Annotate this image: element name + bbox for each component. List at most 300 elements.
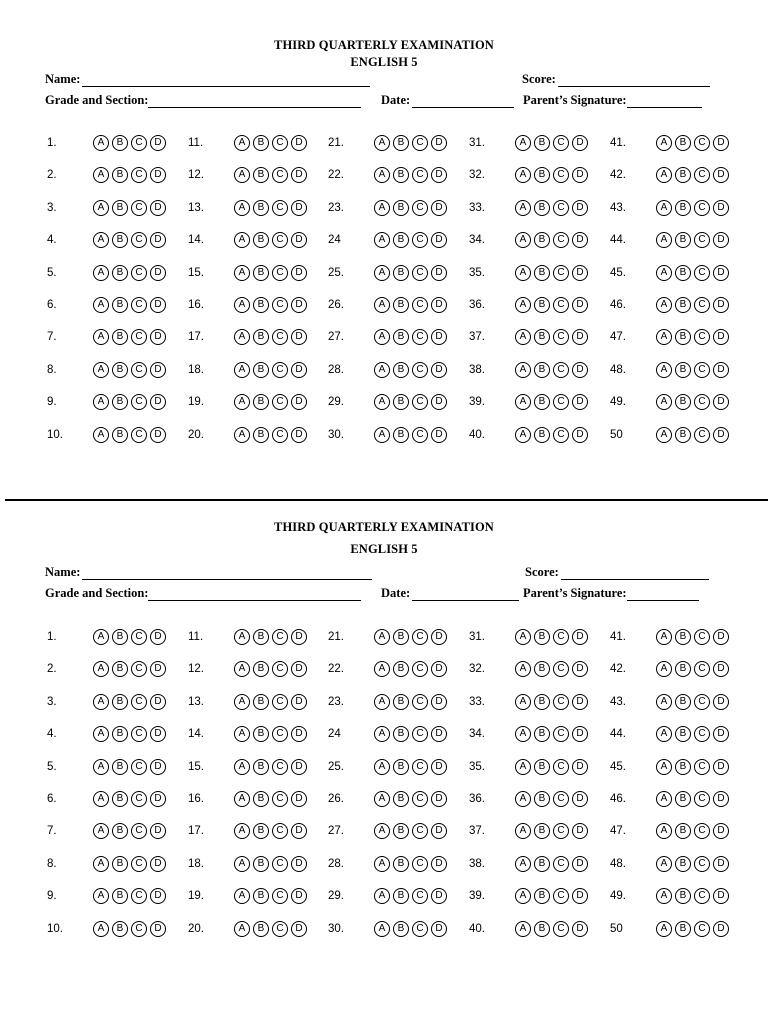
- answer-bubble-b[interactable]: B: [393, 200, 409, 216]
- name-field[interactable]: [45, 565, 372, 580]
- answer-bubble-d[interactable]: D: [572, 856, 588, 872]
- answer-bubble-a[interactable]: A: [234, 888, 250, 904]
- answer-bubble-d[interactable]: D: [713, 265, 729, 281]
- answer-bubble-a[interactable]: A: [234, 856, 250, 872]
- answer-bubble-d[interactable]: D: [713, 823, 729, 839]
- answer-bubble-a[interactable]: A: [374, 694, 390, 710]
- answer-bubble-d[interactable]: D: [431, 265, 447, 281]
- answer-bubble-c[interactable]: C: [272, 856, 288, 872]
- answer-bubble-b[interactable]: B: [112, 759, 128, 775]
- answer-bubble-c[interactable]: C: [694, 329, 710, 345]
- answer-bubble-d[interactable]: D: [713, 200, 729, 216]
- answer-bubble-c[interactable]: C: [553, 297, 569, 313]
- answer-bubble-b[interactable]: B: [253, 297, 269, 313]
- answer-bubble-a[interactable]: A: [656, 329, 672, 345]
- answer-bubble-c[interactable]: C: [272, 427, 288, 443]
- answer-bubble-c[interactable]: C: [694, 232, 710, 248]
- answer-bubble-b[interactable]: B: [393, 629, 409, 645]
- answer-bubble-c[interactable]: C: [553, 888, 569, 904]
- answer-bubble-b[interactable]: B: [675, 856, 691, 872]
- answer-bubble-c[interactable]: C: [131, 329, 147, 345]
- answer-bubble-c[interactable]: C: [272, 329, 288, 345]
- answer-bubble-b[interactable]: B: [112, 823, 128, 839]
- answer-bubble-c[interactable]: C: [131, 135, 147, 151]
- answer-bubble-b[interactable]: B: [675, 661, 691, 677]
- answer-bubble-b[interactable]: B: [253, 856, 269, 872]
- answer-bubble-a[interactable]: A: [515, 232, 531, 248]
- answer-bubble-d[interactable]: D: [572, 921, 588, 937]
- answer-bubble-d[interactable]: D: [713, 856, 729, 872]
- answer-bubble-b[interactable]: B: [534, 791, 550, 807]
- answer-bubble-a[interactable]: A: [93, 265, 109, 281]
- answer-bubble-d[interactable]: D: [150, 921, 166, 937]
- answer-bubble-a[interactable]: A: [374, 297, 390, 313]
- answer-bubble-d[interactable]: D: [431, 823, 447, 839]
- answer-bubble-c[interactable]: C: [694, 888, 710, 904]
- answer-bubble-b[interactable]: B: [675, 427, 691, 443]
- answer-bubble-a[interactable]: A: [374, 394, 390, 410]
- answer-bubble-a[interactable]: A: [515, 856, 531, 872]
- answer-bubble-a[interactable]: A: [234, 759, 250, 775]
- answer-bubble-d[interactable]: D: [572, 823, 588, 839]
- answer-bubble-b[interactable]: B: [393, 888, 409, 904]
- answer-bubble-a[interactable]: A: [93, 200, 109, 216]
- answer-bubble-d[interactable]: D: [291, 726, 307, 742]
- answer-bubble-b[interactable]: B: [534, 297, 550, 313]
- answer-bubble-b[interactable]: B: [534, 394, 550, 410]
- answer-bubble-b[interactable]: B: [253, 694, 269, 710]
- answer-bubble-c[interactable]: C: [553, 135, 569, 151]
- answer-bubble-b[interactable]: B: [253, 629, 269, 645]
- answer-bubble-b[interactable]: B: [393, 759, 409, 775]
- answer-bubble-b[interactable]: B: [534, 694, 550, 710]
- answer-bubble-b[interactable]: B: [393, 265, 409, 281]
- answer-bubble-b[interactable]: B: [393, 232, 409, 248]
- answer-bubble-a[interactable]: A: [656, 167, 672, 183]
- answer-bubble-d[interactable]: D: [572, 694, 588, 710]
- answer-bubble-b[interactable]: B: [534, 888, 550, 904]
- answer-bubble-a[interactable]: A: [515, 629, 531, 645]
- answer-bubble-b[interactable]: B: [675, 694, 691, 710]
- answer-bubble-d[interactable]: D: [713, 394, 729, 410]
- answer-bubble-d[interactable]: D: [713, 726, 729, 742]
- answer-bubble-c[interactable]: C: [553, 167, 569, 183]
- answer-bubble-b[interactable]: B: [393, 726, 409, 742]
- answer-bubble-a[interactable]: A: [656, 921, 672, 937]
- answer-bubble-a[interactable]: A: [93, 888, 109, 904]
- answer-bubble-d[interactable]: D: [150, 427, 166, 443]
- answer-bubble-a[interactable]: A: [234, 726, 250, 742]
- answer-bubble-c[interactable]: C: [131, 759, 147, 775]
- answer-bubble-d[interactable]: D: [431, 726, 447, 742]
- answer-bubble-a[interactable]: A: [234, 135, 250, 151]
- answer-bubble-d[interactable]: D: [150, 823, 166, 839]
- answer-bubble-b[interactable]: B: [253, 823, 269, 839]
- answer-bubble-a[interactable]: A: [656, 265, 672, 281]
- answer-bubble-c[interactable]: C: [272, 759, 288, 775]
- answer-bubble-b[interactable]: B: [112, 329, 128, 345]
- answer-bubble-b[interactable]: B: [675, 232, 691, 248]
- answer-bubble-b[interactable]: B: [393, 297, 409, 313]
- answer-bubble-c[interactable]: C: [412, 329, 428, 345]
- answer-bubble-a[interactable]: A: [234, 167, 250, 183]
- answer-bubble-c[interactable]: C: [694, 362, 710, 378]
- answer-bubble-c[interactable]: C: [553, 232, 569, 248]
- answer-bubble-c[interactable]: C: [412, 921, 428, 937]
- answer-bubble-b[interactable]: B: [534, 167, 550, 183]
- parent-signature-field[interactable]: [523, 93, 702, 108]
- answer-bubble-c[interactable]: C: [553, 200, 569, 216]
- answer-bubble-d[interactable]: D: [431, 759, 447, 775]
- answer-bubble-b[interactable]: B: [112, 265, 128, 281]
- answer-bubble-d[interactable]: D: [431, 329, 447, 345]
- answer-bubble-c[interactable]: C: [412, 135, 428, 151]
- answer-bubble-a[interactable]: A: [234, 791, 250, 807]
- answer-bubble-a[interactable]: A: [234, 362, 250, 378]
- answer-bubble-b[interactable]: B: [393, 329, 409, 345]
- answer-bubble-d[interactable]: D: [431, 661, 447, 677]
- answer-bubble-c[interactable]: C: [131, 694, 147, 710]
- answer-bubble-a[interactable]: A: [515, 297, 531, 313]
- answer-bubble-d[interactable]: D: [291, 888, 307, 904]
- answer-bubble-a[interactable]: A: [515, 135, 531, 151]
- answer-bubble-a[interactable]: A: [93, 232, 109, 248]
- answer-bubble-c[interactable]: C: [553, 427, 569, 443]
- answer-bubble-a[interactable]: A: [656, 427, 672, 443]
- answer-bubble-c[interactable]: C: [131, 921, 147, 937]
- answer-bubble-d[interactable]: D: [150, 629, 166, 645]
- answer-bubble-b[interactable]: B: [534, 856, 550, 872]
- answer-bubble-d[interactable]: D: [291, 823, 307, 839]
- answer-bubble-d[interactable]: D: [713, 232, 729, 248]
- answer-bubble-a[interactable]: A: [656, 232, 672, 248]
- answer-bubble-b[interactable]: B: [112, 135, 128, 151]
- answer-bubble-d[interactable]: D: [150, 362, 166, 378]
- answer-bubble-d[interactable]: D: [150, 297, 166, 313]
- answer-bubble-b[interactable]: B: [675, 167, 691, 183]
- answer-bubble-c[interactable]: C: [131, 629, 147, 645]
- answer-bubble-b[interactable]: B: [675, 135, 691, 151]
- answer-bubble-a[interactable]: A: [656, 823, 672, 839]
- parent-signature-line[interactable]: [627, 588, 699, 601]
- answer-bubble-a[interactable]: A: [515, 661, 531, 677]
- answer-bubble-b[interactable]: B: [675, 888, 691, 904]
- answer-bubble-a[interactable]: A: [234, 629, 250, 645]
- answer-bubble-b[interactable]: B: [112, 921, 128, 937]
- answer-bubble-a[interactable]: A: [93, 167, 109, 183]
- answer-bubble-c[interactable]: C: [131, 823, 147, 839]
- answer-bubble-d[interactable]: D: [572, 726, 588, 742]
- answer-bubble-d[interactable]: D: [713, 791, 729, 807]
- answer-bubble-d[interactable]: D: [713, 694, 729, 710]
- name-line[interactable]: [82, 74, 370, 87]
- answer-bubble-c[interactable]: C: [553, 726, 569, 742]
- answer-bubble-d[interactable]: D: [150, 759, 166, 775]
- answer-bubble-a[interactable]: A: [656, 661, 672, 677]
- answer-bubble-b[interactable]: B: [253, 921, 269, 937]
- answer-bubble-b[interactable]: B: [675, 759, 691, 775]
- answer-bubble-a[interactable]: A: [93, 362, 109, 378]
- answer-bubble-c[interactable]: C: [694, 791, 710, 807]
- answer-bubble-d[interactable]: D: [150, 265, 166, 281]
- answer-bubble-a[interactable]: A: [374, 200, 390, 216]
- name-line[interactable]: [82, 567, 372, 580]
- answer-bubble-a[interactable]: A: [374, 232, 390, 248]
- answer-bubble-a[interactable]: A: [93, 921, 109, 937]
- answer-bubble-a[interactable]: A: [374, 362, 390, 378]
- answer-bubble-d[interactable]: D: [572, 329, 588, 345]
- answer-bubble-d[interactable]: D: [150, 888, 166, 904]
- answer-bubble-c[interactable]: C: [412, 167, 428, 183]
- answer-bubble-c[interactable]: C: [272, 200, 288, 216]
- answer-bubble-c[interactable]: C: [412, 726, 428, 742]
- answer-bubble-d[interactable]: D: [431, 856, 447, 872]
- answer-bubble-c[interactable]: C: [553, 856, 569, 872]
- answer-bubble-c[interactable]: C: [412, 265, 428, 281]
- date-field[interactable]: [381, 586, 519, 601]
- answer-bubble-d[interactable]: D: [713, 297, 729, 313]
- answer-bubble-a[interactable]: A: [515, 427, 531, 443]
- answer-bubble-a[interactable]: A: [374, 427, 390, 443]
- answer-bubble-b[interactable]: B: [534, 362, 550, 378]
- answer-bubble-a[interactable]: A: [656, 694, 672, 710]
- answer-bubble-a[interactable]: A: [656, 888, 672, 904]
- answer-bubble-a[interactable]: A: [656, 394, 672, 410]
- answer-bubble-c[interactable]: C: [131, 427, 147, 443]
- answer-bubble-c[interactable]: C: [412, 427, 428, 443]
- answer-bubble-c[interactable]: C: [694, 694, 710, 710]
- answer-bubble-a[interactable]: A: [93, 791, 109, 807]
- answer-bubble-b[interactable]: B: [112, 394, 128, 410]
- answer-bubble-a[interactable]: A: [93, 759, 109, 775]
- answer-bubble-c[interactable]: C: [272, 694, 288, 710]
- answer-bubble-d[interactable]: D: [150, 694, 166, 710]
- answer-bubble-b[interactable]: B: [253, 362, 269, 378]
- answer-bubble-d[interactable]: D: [291, 856, 307, 872]
- answer-bubble-d[interactable]: D: [291, 362, 307, 378]
- answer-bubble-c[interactable]: C: [553, 759, 569, 775]
- answer-bubble-d[interactable]: D: [291, 167, 307, 183]
- answer-bubble-d[interactable]: D: [713, 427, 729, 443]
- answer-bubble-c[interactable]: C: [694, 394, 710, 410]
- answer-bubble-d[interactable]: D: [431, 694, 447, 710]
- answer-bubble-c[interactable]: C: [412, 629, 428, 645]
- answer-bubble-c[interactable]: C: [412, 823, 428, 839]
- answer-bubble-a[interactable]: A: [234, 661, 250, 677]
- answer-bubble-b[interactable]: B: [253, 232, 269, 248]
- answer-bubble-b[interactable]: B: [534, 759, 550, 775]
- answer-bubble-c[interactable]: C: [272, 921, 288, 937]
- answer-bubble-b[interactable]: B: [112, 661, 128, 677]
- answer-bubble-a[interactable]: A: [656, 759, 672, 775]
- answer-bubble-a[interactable]: A: [374, 921, 390, 937]
- answer-bubble-b[interactable]: B: [253, 167, 269, 183]
- answer-bubble-a[interactable]: A: [374, 823, 390, 839]
- answer-bubble-d[interactable]: D: [431, 297, 447, 313]
- answer-bubble-a[interactable]: A: [234, 200, 250, 216]
- answer-bubble-a[interactable]: A: [515, 394, 531, 410]
- answer-bubble-d[interactable]: D: [150, 329, 166, 345]
- answer-bubble-d[interactable]: D: [291, 921, 307, 937]
- answer-bubble-b[interactable]: B: [253, 427, 269, 443]
- answer-bubble-b[interactable]: B: [253, 394, 269, 410]
- answer-bubble-c[interactable]: C: [694, 167, 710, 183]
- answer-bubble-c[interactable]: C: [131, 791, 147, 807]
- answer-bubble-a[interactable]: A: [93, 856, 109, 872]
- answer-bubble-c[interactable]: C: [412, 791, 428, 807]
- answer-bubble-c[interactable]: C: [272, 629, 288, 645]
- answer-bubble-c[interactable]: C: [131, 200, 147, 216]
- answer-bubble-c[interactable]: C: [694, 629, 710, 645]
- answer-bubble-c[interactable]: C: [412, 394, 428, 410]
- answer-bubble-b[interactable]: B: [112, 362, 128, 378]
- answer-bubble-d[interactable]: D: [291, 629, 307, 645]
- date-line[interactable]: [412, 95, 514, 108]
- answer-bubble-c[interactable]: C: [272, 265, 288, 281]
- answer-bubble-d[interactable]: D: [291, 791, 307, 807]
- answer-bubble-a[interactable]: A: [374, 629, 390, 645]
- answer-bubble-d[interactable]: D: [431, 629, 447, 645]
- answer-bubble-b[interactable]: B: [112, 200, 128, 216]
- answer-bubble-d[interactable]: D: [572, 232, 588, 248]
- answer-bubble-d[interactable]: D: [291, 232, 307, 248]
- answer-bubble-d[interactable]: D: [431, 200, 447, 216]
- answer-bubble-b[interactable]: B: [675, 726, 691, 742]
- answer-bubble-b[interactable]: B: [393, 921, 409, 937]
- answer-bubble-d[interactable]: D: [291, 661, 307, 677]
- answer-bubble-d[interactable]: D: [713, 629, 729, 645]
- answer-bubble-d[interactable]: D: [572, 427, 588, 443]
- answer-bubble-c[interactable]: C: [412, 297, 428, 313]
- answer-bubble-c[interactable]: C: [412, 362, 428, 378]
- answer-bubble-b[interactable]: B: [534, 427, 550, 443]
- score-field[interactable]: [522, 72, 710, 87]
- answer-bubble-b[interactable]: B: [253, 888, 269, 904]
- answer-bubble-a[interactable]: A: [656, 297, 672, 313]
- score-field[interactable]: [525, 565, 709, 580]
- answer-bubble-d[interactable]: D: [431, 791, 447, 807]
- answer-bubble-d[interactable]: D: [291, 135, 307, 151]
- answer-bubble-b[interactable]: B: [534, 661, 550, 677]
- answer-bubble-b[interactable]: B: [253, 265, 269, 281]
- answer-bubble-b[interactable]: B: [534, 629, 550, 645]
- answer-bubble-c[interactable]: C: [553, 329, 569, 345]
- answer-bubble-c[interactable]: C: [694, 135, 710, 151]
- answer-bubble-a[interactable]: A: [515, 791, 531, 807]
- answer-bubble-a[interactable]: A: [656, 362, 672, 378]
- answer-bubble-d[interactable]: D: [572, 297, 588, 313]
- answer-bubble-b[interactable]: B: [112, 297, 128, 313]
- answer-bubble-a[interactable]: A: [656, 200, 672, 216]
- answer-bubble-c[interactable]: C: [131, 661, 147, 677]
- answer-bubble-c[interactable]: C: [131, 362, 147, 378]
- answer-bubble-b[interactable]: B: [675, 200, 691, 216]
- answer-bubble-d[interactable]: D: [291, 297, 307, 313]
- answer-bubble-a[interactable]: A: [656, 135, 672, 151]
- answer-bubble-a[interactable]: A: [374, 265, 390, 281]
- answer-bubble-c[interactable]: C: [694, 427, 710, 443]
- answer-bubble-b[interactable]: B: [253, 759, 269, 775]
- answer-bubble-a[interactable]: A: [234, 427, 250, 443]
- answer-bubble-a[interactable]: A: [93, 694, 109, 710]
- answer-bubble-d[interactable]: D: [431, 232, 447, 248]
- answer-bubble-a[interactable]: A: [93, 427, 109, 443]
- answer-bubble-d[interactable]: D: [150, 135, 166, 151]
- answer-bubble-a[interactable]: A: [374, 661, 390, 677]
- answer-bubble-c[interactable]: C: [131, 394, 147, 410]
- grade-section-line[interactable]: [148, 588, 361, 601]
- answer-bubble-a[interactable]: A: [93, 297, 109, 313]
- answer-bubble-d[interactable]: D: [431, 921, 447, 937]
- answer-bubble-c[interactable]: C: [553, 791, 569, 807]
- answer-bubble-a[interactable]: A: [515, 329, 531, 345]
- answer-bubble-b[interactable]: B: [112, 167, 128, 183]
- answer-bubble-a[interactable]: A: [93, 629, 109, 645]
- answer-bubble-b[interactable]: B: [675, 329, 691, 345]
- answer-bubble-a[interactable]: A: [234, 921, 250, 937]
- answer-bubble-c[interactable]: C: [694, 726, 710, 742]
- answer-bubble-b[interactable]: B: [675, 791, 691, 807]
- answer-bubble-b[interactable]: B: [393, 362, 409, 378]
- answer-bubble-c[interactable]: C: [553, 694, 569, 710]
- answer-bubble-b[interactable]: B: [393, 427, 409, 443]
- answer-bubble-a[interactable]: A: [234, 232, 250, 248]
- answer-bubble-c[interactable]: C: [694, 856, 710, 872]
- answer-bubble-d[interactable]: D: [572, 759, 588, 775]
- answer-bubble-d[interactable]: D: [150, 856, 166, 872]
- answer-bubble-a[interactable]: A: [234, 823, 250, 839]
- answer-bubble-a[interactable]: A: [93, 394, 109, 410]
- answer-bubble-c[interactable]: C: [412, 661, 428, 677]
- answer-bubble-b[interactable]: B: [112, 791, 128, 807]
- answer-bubble-c[interactable]: C: [272, 135, 288, 151]
- answer-bubble-d[interactable]: D: [713, 921, 729, 937]
- answer-bubble-a[interactable]: A: [374, 167, 390, 183]
- answer-bubble-c[interactable]: C: [694, 265, 710, 281]
- answer-bubble-d[interactable]: D: [431, 394, 447, 410]
- answer-bubble-d[interactable]: D: [713, 661, 729, 677]
- answer-bubble-d[interactable]: D: [572, 888, 588, 904]
- answer-bubble-c[interactable]: C: [131, 888, 147, 904]
- answer-bubble-b[interactable]: B: [112, 856, 128, 872]
- answer-bubble-c[interactable]: C: [272, 726, 288, 742]
- answer-bubble-d[interactable]: D: [150, 167, 166, 183]
- answer-bubble-c[interactable]: C: [694, 823, 710, 839]
- score-line[interactable]: [558, 74, 710, 87]
- answer-bubble-b[interactable]: B: [253, 726, 269, 742]
- answer-bubble-b[interactable]: B: [112, 694, 128, 710]
- answer-bubble-c[interactable]: C: [131, 167, 147, 183]
- answer-bubble-c[interactable]: C: [412, 888, 428, 904]
- answer-bubble-c[interactable]: C: [553, 921, 569, 937]
- parent-signature-line[interactable]: [627, 95, 702, 108]
- answer-bubble-a[interactable]: A: [515, 823, 531, 839]
- answer-bubble-c[interactable]: C: [694, 200, 710, 216]
- answer-bubble-b[interactable]: B: [675, 362, 691, 378]
- answer-bubble-c[interactable]: C: [131, 232, 147, 248]
- answer-bubble-b[interactable]: B: [675, 297, 691, 313]
- answer-bubble-b[interactable]: B: [393, 791, 409, 807]
- answer-bubble-c[interactable]: C: [272, 232, 288, 248]
- answer-bubble-d[interactable]: D: [431, 135, 447, 151]
- answer-bubble-d[interactable]: D: [291, 759, 307, 775]
- answer-bubble-d[interactable]: D: [150, 791, 166, 807]
- answer-bubble-c[interactable]: C: [694, 297, 710, 313]
- answer-bubble-b[interactable]: B: [253, 135, 269, 151]
- answer-bubble-c[interactable]: C: [553, 394, 569, 410]
- answer-bubble-a[interactable]: A: [374, 759, 390, 775]
- answer-bubble-a[interactable]: A: [515, 759, 531, 775]
